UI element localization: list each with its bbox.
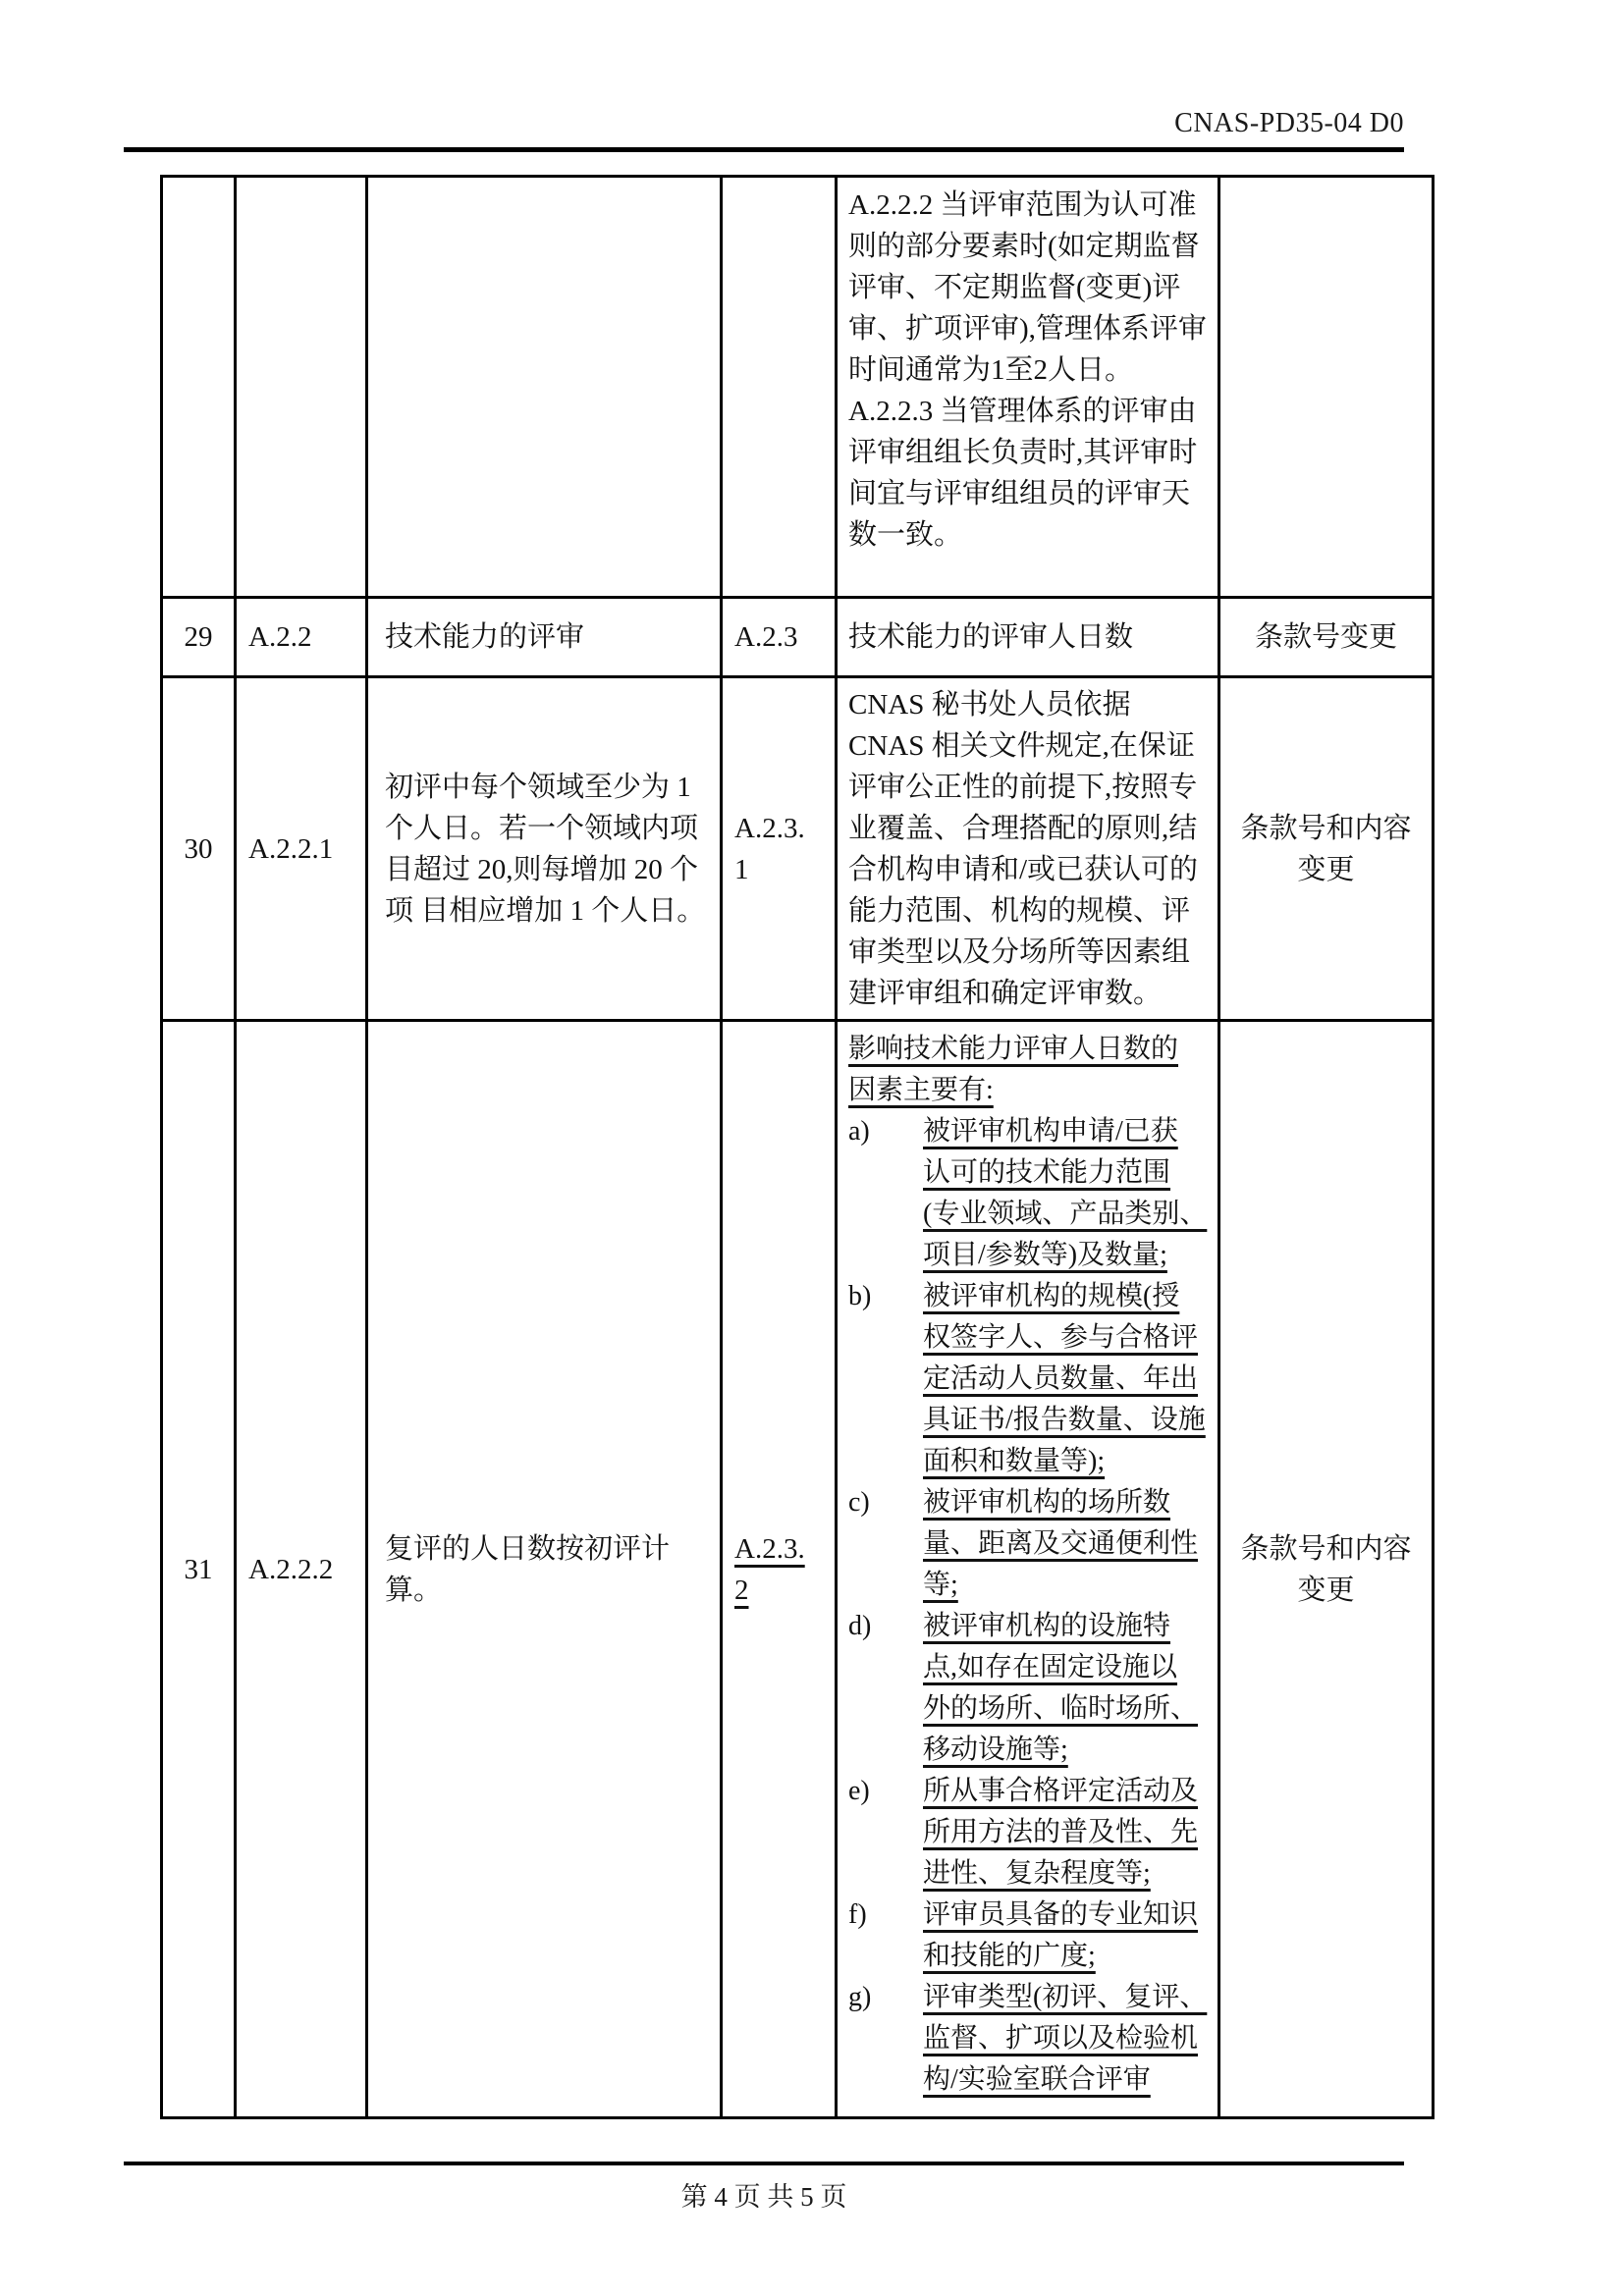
text-line: 复评的人日数按初评计算。 (385, 1532, 671, 1606)
text-line: 被评审机构的规模(授 (923, 1281, 1180, 1311)
text-line: 权签字人、参与合格评 (923, 1322, 1199, 1353)
text-line: 点,如存在固定设施以 (923, 1652, 1178, 1682)
list-item (848, 1606, 1212, 1771)
cell-change-type (1219, 598, 1434, 677)
text-line: 监督、扩项以及检验机 (923, 2023, 1199, 2054)
cell-new-content (837, 677, 1219, 1021)
text-line: 技术能力的评审人日数 (848, 621, 1134, 653)
text-line: 1 (734, 853, 749, 885)
text-line: 量、距离及交通便利性 (923, 1528, 1199, 1559)
page-header (124, 108, 1404, 139)
cell-old-content (367, 598, 722, 677)
list-item (848, 1482, 1212, 1606)
text-line: 2 (734, 1574, 749, 1606)
text-line: A.2.3. (734, 1532, 805, 1565)
text-line: 移动设施等; (923, 1735, 1068, 1765)
text-line: 评审类型(初评、复评、 (923, 1982, 1208, 2012)
text-line: A.2.2.2 当评审范围为认可准则的部分要素时(如定期监督评审、不定期监督(变更)评审、扩项评审),管理体系评审时间通常为1至2人日。 (848, 189, 1207, 386)
list-item-text (923, 1895, 1212, 1977)
text-line: 构/实验室联合评审 (923, 2064, 1151, 2095)
cell-new-content (837, 177, 1219, 598)
factors-intro (848, 1029, 1212, 1111)
list-marker: f) (848, 1899, 867, 1930)
footer-rule (124, 2162, 1404, 2165)
page-number: 第 4 页 共 5 页 (680, 2182, 847, 2212)
factors-list (848, 1111, 1212, 2101)
text-line: 条款号和内容 (1240, 1532, 1412, 1565)
text-line: 进性、复杂程度等; (923, 1858, 1151, 1889)
cell-change-type (1219, 677, 1434, 1021)
text-line: 等; (923, 1570, 958, 1600)
revision-comparison-table (160, 175, 1435, 2119)
cell-old-clause: A.2.2.1 (236, 677, 367, 1021)
list-item (848, 1111, 1212, 1276)
cell-change-type (1219, 1021, 1434, 2118)
list-item-text (923, 1111, 1212, 1276)
text-line: 面积和数量等); (923, 1446, 1106, 1476)
text-line: 变更 (1297, 853, 1355, 885)
text-line: 因素主要有: (848, 1075, 994, 1105)
list-item-text (923, 1771, 1212, 1895)
list-item-text (923, 1482, 1212, 1606)
text-line: 变更 (1297, 1574, 1355, 1606)
table-row-29 (162, 598, 1434, 677)
cell-new-clause (722, 598, 837, 677)
text-line: 评审员具备的专业知识 (923, 1899, 1199, 1930)
text-line: 项目/参数等)及数量; (923, 1240, 1167, 1270)
cell-new-clause (722, 177, 837, 598)
text-line: 影响技术能力评审人日数的 (848, 1034, 1179, 1064)
list-item-text (923, 1276, 1212, 1482)
text-line: 所用方法的普及性、先 (923, 1817, 1199, 1847)
header-rule (124, 147, 1404, 152)
table-row-31 (162, 1021, 1434, 2118)
cell-seq: 31 (162, 1021, 236, 2118)
text-line: 被评审机构的设施特 (923, 1611, 1171, 1641)
text-line: 认可的技术能力范围 (923, 1157, 1171, 1188)
text-line: 所从事合格评定活动及 (923, 1776, 1199, 1806)
list-marker: d) (848, 1611, 872, 1641)
text-line: 和技能的广度; (923, 1941, 1096, 1971)
cell-change-type (1219, 177, 1434, 598)
page-footer (124, 2175, 1404, 2214)
list-item-text (923, 1977, 1212, 2101)
cell-old-clause (236, 177, 367, 598)
list-item-text (923, 1606, 1212, 1771)
list-marker: g) (848, 1982, 872, 2012)
cell-seq: 29 (162, 598, 236, 677)
text-line: 条款号变更 (1254, 621, 1397, 653)
list-marker: a) (848, 1116, 870, 1147)
list-marker: e) (848, 1776, 870, 1806)
list-marker: b) (848, 1281, 872, 1311)
cell-seq (162, 177, 236, 598)
text-line: A.2.2.3 当管理体系的评审由评审组组长负责时,其评审时间宜与评审组组员的评审天数一致。 (848, 396, 1198, 551)
list-item (848, 1771, 1212, 1895)
text-line: 技术能力的评审 (385, 621, 585, 653)
text-line: CNAS 秘书处人员依据 CNAS 相关文件规定,在保证评审公正性的前提下,按照专业覆盖、合理搭配的原则,结合机构申请和/或已获认可的能力范围、机构的规模、评审类型以及分场所等因素组建评审组和确定评审数。 (848, 688, 1199, 1009)
list-item (848, 1276, 1212, 1482)
doc-code: CNAS-PD35-04 D0 (1174, 108, 1404, 138)
text-line: A.2.3 (734, 621, 798, 653)
table-row-continuation (162, 177, 1434, 598)
text-line: 定活动人员数量、年出 (923, 1363, 1199, 1394)
cell-old-clause: A.2.2.2 (236, 1021, 367, 2118)
cell-new-content (837, 598, 1219, 677)
text-line: 被评审机构的场所数 (923, 1487, 1171, 1518)
text-line: 具证书/报告数量、设施 (923, 1405, 1206, 1435)
table-row-30 (162, 677, 1434, 1021)
cell-old-content (367, 1021, 722, 2118)
list-item (848, 1977, 1212, 2101)
text-line: (专业领域、产品类别、 (923, 1199, 1208, 1229)
cell-old-clause: A.2.2 (236, 598, 367, 677)
text-line: 初评中每个领域至少为 1 个人日。若一个领域内项目超过 20,则每增加 20 个项 目相应增加 1 个人日。 (385, 771, 706, 927)
cell-new-content (837, 1021, 1219, 2118)
cell-old-content (367, 177, 722, 598)
list-marker: c) (848, 1487, 870, 1518)
cell-new-clause (722, 1021, 837, 2118)
text-line: 外的场所、临时场所、 (923, 1693, 1199, 1724)
list-item (848, 1895, 1212, 1977)
cell-new-clause (722, 677, 837, 1021)
cell-old-content (367, 677, 722, 1021)
new-clause-underlined (734, 1528, 827, 1611)
text-line: 条款号和内容 (1240, 812, 1412, 844)
cell-seq: 30 (162, 677, 236, 1021)
text-line: 被评审机构申请/已获 (923, 1116, 1178, 1147)
text-line: A.2.3. (734, 812, 805, 844)
